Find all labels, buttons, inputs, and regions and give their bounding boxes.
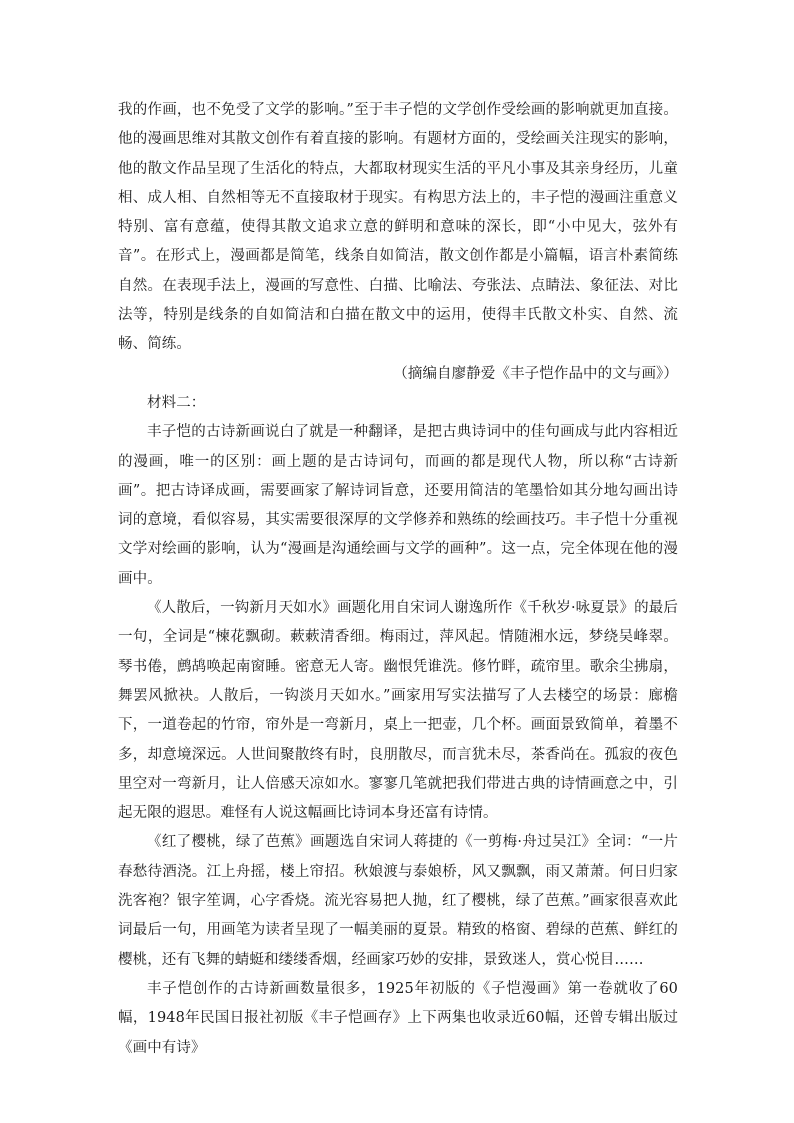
paragraph-1: 我的作画，也不免受了文学的影响。”至于丰子恺的文学创作受绘画的影响就更加直接。他的漫画思维对其散文创作有着直接的影响。有题材方面的，受绘画关注现实的影响，他的散文作品呈现了生活化的特点，大都取材现实生活的平凡小事及其亲身经历，儿童相、成人相、自然相等无不直接取材于现实。有构思方法上的，丰子恺的漫画注重意义特别、富有意蕴，使得其散文追求立意的鲜明和意味的深长，即“小中见大，弦外有音”。在形式上，漫画都是简笔，线条自如简洁，散文创作都是小篇幅，语言朴素简练自然。在表现手法上，漫画的写意性、白描、比喻法、夸张法、点睛法、象征法、对比法等，特别是线条的自如简洁和白描在散文中的运用，使得丰氏散文朴实、自然、流畅、简练。 bbox=[118, 102, 678, 353]
section-heading-material-2: 材料二： bbox=[147, 394, 206, 411]
source-citation: （摘编自廖静爱《丰子恺作品中的文与画》） bbox=[393, 365, 678, 382]
paragraph-3: 《人散后，一钩新月天如水》画题化用自宋词人谢逸所作《千秋岁·咏夏景》的最后一句，全词是“楝花飘砌。蔌蔌清香细。梅雨过，萍风起。情随湘水远，梦绕吴峰翠。琴书倦，鹧鸪唤起南窗睡。密意无人寄。幽恨凭谁洗。修竹畔，疏帘里。歌余尘拂扇，舞罢风掀袂。人散后，一钩淡月天如水。”画家用写实法描写了人去楼空的场景：廊檐下，一道卷起的竹帘，帘外是一弯新月，桌上一把壶，几个杯。画面景致简单，着墨不多，却意境深远。人世间聚散终有时，良朋散尽，而言犹未尽，茶香尚在。孤寂的夜色里空对一弯新月，让人倍感天凉如水。寥寥几笔就把我们带进古典的诗情画意之中，引起无限的遐思。难怪有人说这幅画比诗词本身还富有诗情。 bbox=[118, 600, 678, 822]
document-page bbox=[118, 96, 678, 1063]
paragraph-4: 《红了樱桃，绿了芭蕉》画题选自宋词人蒋捷的《一剪梅·舟过吴江》全词：“一片春愁待酒浇。江上舟摇，楼上帘招。秋娘渡与泰娘桥，风又飘飘，雨又萧萧。何日归家洗客袍？银字笙调，心字香烧。流光容易把人抛，红了樱桃，绿了芭蕉。”画家很喜欢此词最后一句，用画笔为读者呈现了一幅美丽的夏景。精致的格窗、碧绿的芭蕉、鲜红的樱桃，还有飞舞的蜻蜓和缕缕香烟，经画家巧妙的安排，景致迷人，赏心悦目…… bbox=[118, 834, 678, 968]
paragraph-5: 丰子恺创作的古诗新画数量很多，1925年初版的《子恺漫画》第一卷就收了60幅，1948年民国日报社初版《丰子恺画存》上下两集也收录近60幅，还曾专辑出版过《画中有诗》 bbox=[118, 980, 678, 1056]
paragraph-2: 丰子恺的古诗新画说白了就是一种翻译，是把古典诗词中的佳句画成与此内容相近的漫画，唯一的区别：画上题的是古诗词句，而画的都是现代人物，所以称“古诗新画”。把古诗译成画，需要画家了解诗词旨意，还要用简洁的笔墨恰如其分地勾画出诗词的意境，看似容易，其实需要很深厚的文学修养和熟练的绘画技巧。丰子恺十分重视文学对绘画的影响，认为“漫画是沟通绘画与文学的画种”。这一点，完全体现在他的漫画中。 bbox=[118, 424, 678, 587]
